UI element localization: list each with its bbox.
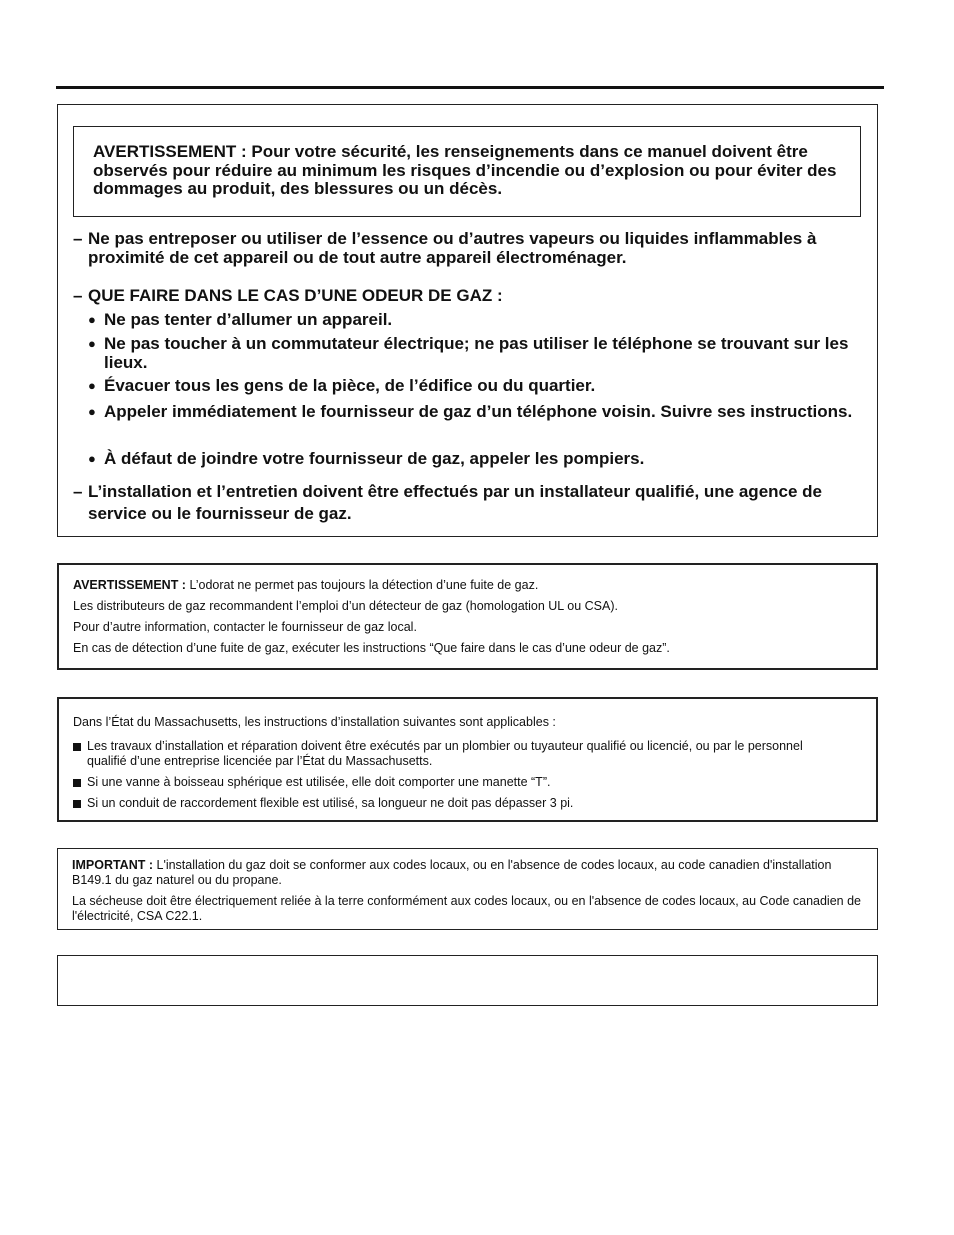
bullet-text: Ne pas tenter d’allumer un appareil. <box>104 310 393 329</box>
empty-box <box>57 955 878 1006</box>
bullet-icon: ● <box>88 312 96 327</box>
bullet-item <box>88 403 858 422</box>
square-bullet-icon <box>73 743 81 751</box>
bullet-icon: ● <box>88 336 96 351</box>
important-box <box>57 848 878 930</box>
gas-detection-line-2: Les distributeurs de gaz recommandent l’emploi d’un détecteur de gaz (homologation UL ou CSA). <box>73 599 618 613</box>
dash-symbol: – <box>73 286 83 305</box>
square-bullet-icon <box>73 800 81 808</box>
gas-detection-line-4: En cas de détection d’une fuite de gaz, exécuter les instructions “Que faire dans le cas d’une odeur de gaz”. <box>73 641 670 655</box>
bullet-text: Appeler immédiatement le fournisseur de gaz d’un téléphone voisin. Suivre ses instructions. <box>104 402 853 421</box>
list-item <box>73 739 836 769</box>
dash-item-gas-odor-heading <box>73 287 853 306</box>
list-item-text: Les travaux d’installation et réparation doivent être exécutés par un plombier ou tuyauteur qualifié ou licencié, ou par le personnel qualifié d’une entreprise licenciée par l’État du Massachusetts. <box>87 739 803 768</box>
dash-item-text: Ne pas entreposer ou utiliser de l’essence ou d’autres vapeurs ou liquides inflammables à proximité de cet appareil ou de tout autre appareil électroménager. <box>88 229 817 267</box>
bullet-text: Évacuer tous les gens de la pièce, de l’édifice ou du quartier. <box>104 376 596 395</box>
bullet-item <box>88 450 858 469</box>
gas-detection-box <box>57 563 878 670</box>
gas-detection-line-3: Pour d’autre information, contacter le fournisseur de gaz local. <box>73 620 417 634</box>
bullet-item <box>88 377 858 396</box>
massachusetts-box <box>57 697 878 822</box>
square-bullet-icon <box>73 779 81 787</box>
list-item-text: Si un conduit de raccordement flexible est utilisé, sa longueur ne doit pas dépasser 3 pi. <box>87 796 574 810</box>
dash-item-installation <box>73 481 853 525</box>
top-rule <box>56 86 884 89</box>
warning-title: AVERTISSEMENT : Pour votre sécurité, les renseignements dans ce manuel doivent être observés pour réduire au minimum les risques d’incendie ou d’explosion ou pour éviter des dommages au produit, des blessures ou un décès. <box>93 142 837 198</box>
bullet-text: Ne pas toucher à un commutateur électrique; ne pas utiliser le téléphone se trouvant sur les lieux. <box>104 334 849 372</box>
gas-detection-text: L’odorat ne permet pas toujours la détection d’une fuite de gaz. <box>185 578 539 592</box>
massachusetts-intro: Dans l’État du Massachusetts, les instructions d’installation suivantes sont applicables : <box>73 715 556 729</box>
important-para-2: La sécheuse doit être électriquement reliée à la terre conformément aux codes locaux, ou en l'absence de codes locaux, au Code canadien de l'électricité, CSA C22.1. <box>72 894 861 923</box>
bullet-icon: ● <box>88 378 96 393</box>
dash-item-storage <box>73 230 853 267</box>
bullet-item <box>88 311 858 330</box>
dash-symbol: – <box>73 482 83 501</box>
dash-item-text: L’installation et l’entretien doivent être effectués par un installateur qualifié, une agence de service ou le fournisseur de gaz. <box>88 482 823 523</box>
gas-odor-heading: QUE FAIRE DANS LE CAS D’UNE ODEUR DE GAZ : <box>88 286 503 305</box>
dash-symbol: – <box>73 229 83 248</box>
important-label: IMPORTANT : <box>72 858 154 872</box>
bullet-icon: ● <box>88 451 96 466</box>
list-item <box>73 775 836 790</box>
list-item <box>73 796 836 811</box>
warning-label: AVERTISSEMENT : <box>73 578 186 592</box>
bullet-item <box>88 335 858 372</box>
important-text: L'installation du gaz doit se conformer aux codes locaux, ou en l'absence de codes locaux, au code canadien d'installation B149.1 du gaz naturel ou du propane. <box>72 858 832 887</box>
bullet-text: À défaut de joindre votre fournisseur de gaz, appeler les pompiers. <box>104 449 645 468</box>
gas-detection-line-1 <box>73 578 866 593</box>
bullet-icon: ● <box>88 404 96 419</box>
warning-header-box <box>73 126 861 217</box>
important-para-1 <box>72 858 867 888</box>
list-item-text: Si une vanne à boisseau sphérique est utilisée, elle doit comporter une manette “T”. <box>87 775 551 789</box>
